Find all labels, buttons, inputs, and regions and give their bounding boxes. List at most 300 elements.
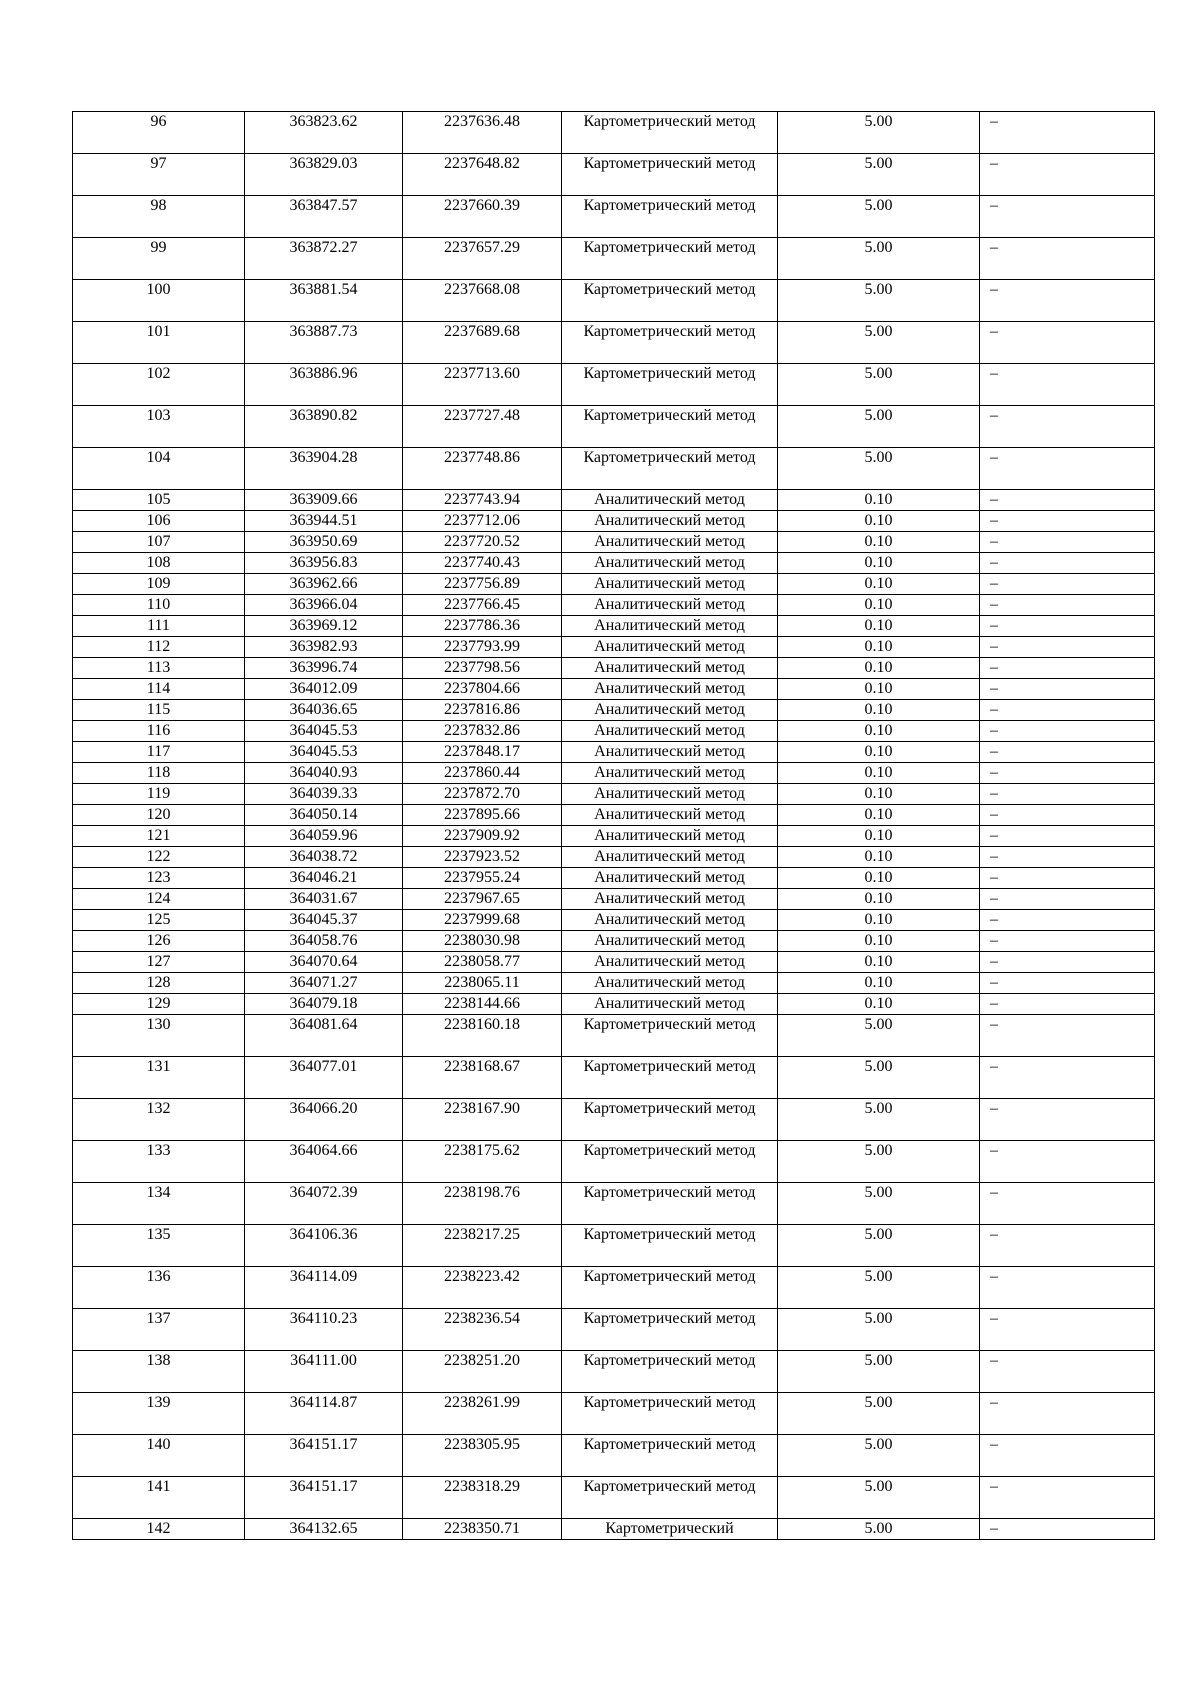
method-cell: Аналитический метод <box>562 574 778 595</box>
method-cell: Аналитический метод <box>562 931 778 952</box>
method-cell: Аналитический метод <box>562 553 778 574</box>
table-row <box>73 595 1155 616</box>
point-number-cell: 101 <box>73 322 245 364</box>
point-number-cell: 116 <box>73 721 245 742</box>
table-row <box>73 1099 1155 1141</box>
accuracy-cell: 0.10 <box>778 763 980 784</box>
method-cell: Картометрический метод <box>562 364 778 406</box>
x-coordinate-cell: 363962.66 <box>245 574 403 595</box>
accuracy-cell: 0.10 <box>778 532 980 553</box>
table-row <box>73 511 1155 532</box>
method-cell: Картометрический метод <box>562 280 778 322</box>
table-row <box>73 1267 1155 1309</box>
x-coordinate-cell: 363996.74 <box>245 658 403 679</box>
table-row <box>73 763 1155 784</box>
x-coordinate-cell: 363829.03 <box>245 154 403 196</box>
y-coordinate-cell: 2238065.11 <box>403 973 562 994</box>
method-cell: Аналитический метод <box>562 952 778 973</box>
point-number-cell: 136 <box>73 1267 245 1309</box>
method-cell: Картометрический метод <box>562 1393 778 1435</box>
y-coordinate-cell: 2238175.62 <box>403 1141 562 1183</box>
x-coordinate-cell: 363909.66 <box>245 490 403 511</box>
y-coordinate-cell: 2237955.24 <box>403 868 562 889</box>
method-cell: Аналитический метод <box>562 994 778 1015</box>
y-coordinate-cell: 2238350.71 <box>403 1519 562 1540</box>
accuracy-cell: 0.10 <box>778 721 980 742</box>
note-cell: – <box>980 826 1155 847</box>
table-row <box>73 553 1155 574</box>
accuracy-cell: 0.10 <box>778 700 980 721</box>
point-number-cell: 129 <box>73 994 245 1015</box>
point-number-cell: 125 <box>73 910 245 931</box>
note-cell: – <box>980 1435 1155 1477</box>
y-coordinate-cell: 2237660.39 <box>403 196 562 238</box>
accuracy-cell: 5.00 <box>778 322 980 364</box>
note-cell: – <box>980 490 1155 511</box>
method-cell: Аналитический метод <box>562 742 778 763</box>
point-number-cell: 131 <box>73 1057 245 1099</box>
table-row <box>73 364 1155 406</box>
x-coordinate-cell: 364038.72 <box>245 847 403 868</box>
y-coordinate-cell: 2238168.67 <box>403 1057 562 1099</box>
y-coordinate-cell: 2237786.36 <box>403 616 562 637</box>
table-row <box>73 1519 1155 1540</box>
x-coordinate-cell: 364114.09 <box>245 1267 403 1309</box>
accuracy-cell: 5.00 <box>778 406 980 448</box>
point-number-cell: 115 <box>73 700 245 721</box>
x-coordinate-cell: 364059.96 <box>245 826 403 847</box>
method-cell: Аналитический метод <box>562 889 778 910</box>
note-cell: – <box>980 763 1155 784</box>
x-coordinate-cell: 363890.82 <box>245 406 403 448</box>
point-number-cell: 118 <box>73 763 245 784</box>
note-cell: – <box>980 322 1155 364</box>
method-cell: Картометрический метод <box>562 406 778 448</box>
accuracy-cell: 0.10 <box>778 595 980 616</box>
x-coordinate-cell: 364040.93 <box>245 763 403 784</box>
method-cell: Аналитический метод <box>562 826 778 847</box>
accuracy-cell: 5.00 <box>778 1393 980 1435</box>
table-row <box>73 1351 1155 1393</box>
point-number-cell: 103 <box>73 406 245 448</box>
point-number-cell: 124 <box>73 889 245 910</box>
method-cell: Картометрический метод <box>562 154 778 196</box>
x-coordinate-cell: 363966.04 <box>245 595 403 616</box>
note-cell: – <box>980 1141 1155 1183</box>
accuracy-cell: 5.00 <box>778 1435 980 1477</box>
note-cell: – <box>980 868 1155 889</box>
table-row <box>73 1435 1155 1477</box>
method-cell: Картометрический метод <box>562 1099 778 1141</box>
y-coordinate-cell: 2237895.66 <box>403 805 562 826</box>
table-row <box>73 973 1155 994</box>
method-cell: Картометрический метод <box>562 1057 778 1099</box>
y-coordinate-cell: 2237713.60 <box>403 364 562 406</box>
accuracy-cell: 5.00 <box>778 1225 980 1267</box>
point-number-cell: 139 <box>73 1393 245 1435</box>
point-number-cell: 104 <box>73 448 245 490</box>
y-coordinate-cell: 2237967.65 <box>403 889 562 910</box>
point-number-cell: 102 <box>73 364 245 406</box>
accuracy-cell: 5.00 <box>778 1183 980 1225</box>
y-coordinate-cell: 2238217.25 <box>403 1225 562 1267</box>
point-number-cell: 114 <box>73 679 245 700</box>
accuracy-cell: 5.00 <box>778 1267 980 1309</box>
x-coordinate-cell: 364050.14 <box>245 805 403 826</box>
y-coordinate-cell: 2238318.29 <box>403 1477 562 1519</box>
table-row <box>73 679 1155 700</box>
table-row <box>73 889 1155 910</box>
method-cell: Аналитический метод <box>562 763 778 784</box>
x-coordinate-cell: 364132.65 <box>245 1519 403 1540</box>
method-cell: Аналитический метод <box>562 784 778 805</box>
y-coordinate-cell: 2237909.92 <box>403 826 562 847</box>
note-cell: – <box>980 910 1155 931</box>
note-cell: – <box>980 574 1155 595</box>
point-number-cell: 127 <box>73 952 245 973</box>
note-cell: – <box>980 616 1155 637</box>
point-number-cell: 120 <box>73 805 245 826</box>
x-coordinate-cell: 364081.64 <box>245 1015 403 1057</box>
accuracy-cell: 5.00 <box>778 280 980 322</box>
x-coordinate-cell: 364046.21 <box>245 868 403 889</box>
method-cell: Аналитический метод <box>562 616 778 637</box>
accuracy-cell: 5.00 <box>778 364 980 406</box>
accuracy-cell: 5.00 <box>778 1351 980 1393</box>
table-row <box>73 280 1155 322</box>
method-cell: Аналитический метод <box>562 511 778 532</box>
table-row <box>73 448 1155 490</box>
x-coordinate-cell: 363904.28 <box>245 448 403 490</box>
accuracy-cell: 0.10 <box>778 931 980 952</box>
method-cell: Аналитический метод <box>562 637 778 658</box>
point-number-cell: 96 <box>73 112 245 154</box>
method-cell: Картометрический метод <box>562 238 778 280</box>
point-number-cell: 128 <box>73 973 245 994</box>
table-row <box>73 1183 1155 1225</box>
point-number-cell: 123 <box>73 868 245 889</box>
y-coordinate-cell: 2237872.70 <box>403 784 562 805</box>
accuracy-cell: 0.10 <box>778 973 980 994</box>
point-number-cell: 132 <box>73 1099 245 1141</box>
x-coordinate-cell: 364111.00 <box>245 1351 403 1393</box>
note-cell: – <box>980 1309 1155 1351</box>
accuracy-cell: 0.10 <box>778 742 980 763</box>
note-cell: – <box>980 1351 1155 1393</box>
table-row <box>73 805 1155 826</box>
accuracy-cell: 0.10 <box>778 574 980 595</box>
y-coordinate-cell: 2238058.77 <box>403 952 562 973</box>
note-cell: – <box>980 280 1155 322</box>
note-cell: – <box>980 448 1155 490</box>
note-cell: – <box>980 721 1155 742</box>
table-row <box>73 112 1155 154</box>
note-cell: – <box>980 784 1155 805</box>
y-coordinate-cell: 2238261.99 <box>403 1393 562 1435</box>
note-cell: – <box>980 679 1155 700</box>
accuracy-cell: 5.00 <box>778 1519 980 1540</box>
y-coordinate-cell: 2237798.56 <box>403 658 562 679</box>
y-coordinate-cell: 2237727.48 <box>403 406 562 448</box>
accuracy-cell: 5.00 <box>778 196 980 238</box>
point-number-cell: 121 <box>73 826 245 847</box>
accuracy-cell: 0.10 <box>778 889 980 910</box>
accuracy-cell: 0.10 <box>778 553 980 574</box>
accuracy-cell: 0.10 <box>778 868 980 889</box>
table-row <box>73 1057 1155 1099</box>
x-coordinate-cell: 364012.09 <box>245 679 403 700</box>
point-number-cell: 109 <box>73 574 245 595</box>
x-coordinate-cell: 363950.69 <box>245 532 403 553</box>
note-cell: – <box>980 952 1155 973</box>
method-cell: Аналитический метод <box>562 910 778 931</box>
table-row <box>73 700 1155 721</box>
table-row <box>73 574 1155 595</box>
method-cell: Картометрический метод <box>562 196 778 238</box>
y-coordinate-cell: 2237712.06 <box>403 511 562 532</box>
point-number-cell: 117 <box>73 742 245 763</box>
table-row <box>73 994 1155 1015</box>
method-cell: Аналитический метод <box>562 700 778 721</box>
y-coordinate-cell: 2237648.82 <box>403 154 562 196</box>
accuracy-cell: 5.00 <box>778 1141 980 1183</box>
point-number-cell: 106 <box>73 511 245 532</box>
accuracy-cell: 5.00 <box>778 112 980 154</box>
note-cell: – <box>980 1477 1155 1519</box>
x-coordinate-cell: 364151.17 <box>245 1435 403 1477</box>
method-cell: Картометрический метод <box>562 1141 778 1183</box>
y-coordinate-cell: 2237860.44 <box>403 763 562 784</box>
accuracy-cell: 0.10 <box>778 847 980 868</box>
table-row <box>73 742 1155 763</box>
method-cell: Картометрический метод <box>562 1477 778 1519</box>
accuracy-cell: 5.00 <box>778 154 980 196</box>
point-number-cell: 110 <box>73 595 245 616</box>
accuracy-cell: 5.00 <box>778 448 980 490</box>
note-cell: – <box>980 196 1155 238</box>
note-cell: – <box>980 889 1155 910</box>
note-cell: – <box>980 1267 1155 1309</box>
method-cell: Картометрический метод <box>562 1309 778 1351</box>
point-number-cell: 107 <box>73 532 245 553</box>
x-coordinate-cell: 364077.01 <box>245 1057 403 1099</box>
method-cell: Картометрический <box>562 1519 778 1540</box>
table-row <box>73 196 1155 238</box>
x-coordinate-cell: 364070.64 <box>245 952 403 973</box>
note-cell: – <box>980 511 1155 532</box>
accuracy-cell: 5.00 <box>778 1057 980 1099</box>
table-row <box>73 1141 1155 1183</box>
y-coordinate-cell: 2237999.68 <box>403 910 562 931</box>
method-cell: Картометрический метод <box>562 1351 778 1393</box>
y-coordinate-cell: 2238223.42 <box>403 1267 562 1309</box>
note-cell: – <box>980 1015 1155 1057</box>
y-coordinate-cell: 2237793.99 <box>403 637 562 658</box>
note-cell: – <box>980 994 1155 1015</box>
note-cell: – <box>980 364 1155 406</box>
point-number-cell: 130 <box>73 1015 245 1057</box>
point-number-cell: 112 <box>73 637 245 658</box>
point-number-cell: 119 <box>73 784 245 805</box>
note-cell: – <box>980 742 1155 763</box>
x-coordinate-cell: 363944.51 <box>245 511 403 532</box>
point-number-cell: 122 <box>73 847 245 868</box>
note-cell: – <box>980 553 1155 574</box>
x-coordinate-cell: 363872.27 <box>245 238 403 280</box>
x-coordinate-cell: 364071.27 <box>245 973 403 994</box>
accuracy-cell: 0.10 <box>778 637 980 658</box>
point-number-cell: 105 <box>73 490 245 511</box>
method-cell: Картометрический метод <box>562 1435 778 1477</box>
y-coordinate-cell: 2238236.54 <box>403 1309 562 1351</box>
note-cell: – <box>980 700 1155 721</box>
accuracy-cell: 0.10 <box>778 910 980 931</box>
note-cell: – <box>980 847 1155 868</box>
note-cell: – <box>980 658 1155 679</box>
y-coordinate-cell: 2238198.76 <box>403 1183 562 1225</box>
method-cell: Картометрический метод <box>562 1015 778 1057</box>
point-number-cell: 137 <box>73 1309 245 1351</box>
table-row <box>73 721 1155 742</box>
note-cell: – <box>980 973 1155 994</box>
table-row <box>73 931 1155 952</box>
y-coordinate-cell: 2237848.17 <box>403 742 562 763</box>
note-cell: – <box>980 637 1155 658</box>
note-cell: – <box>980 532 1155 553</box>
note-cell: – <box>980 1393 1155 1435</box>
point-number-cell: 111 <box>73 616 245 637</box>
accuracy-cell: 5.00 <box>778 1309 980 1351</box>
method-cell: Аналитический метод <box>562 847 778 868</box>
table-row <box>73 1309 1155 1351</box>
accuracy-cell: 0.10 <box>778 616 980 637</box>
note-cell: – <box>980 1225 1155 1267</box>
point-number-cell: 142 <box>73 1519 245 1540</box>
table-row <box>73 532 1155 553</box>
y-coordinate-cell: 2237657.29 <box>403 238 562 280</box>
note-cell: – <box>980 406 1155 448</box>
point-number-cell: 97 <box>73 154 245 196</box>
point-number-cell: 135 <box>73 1225 245 1267</box>
note-cell: – <box>980 805 1155 826</box>
y-coordinate-cell: 2238144.66 <box>403 994 562 1015</box>
point-number-cell: 134 <box>73 1183 245 1225</box>
method-cell: Аналитический метод <box>562 490 778 511</box>
y-coordinate-cell: 2237720.52 <box>403 532 562 553</box>
x-coordinate-cell: 364066.20 <box>245 1099 403 1141</box>
x-coordinate-cell: 364079.18 <box>245 994 403 1015</box>
x-coordinate-cell: 364151.17 <box>245 1477 403 1519</box>
accuracy-cell: 5.00 <box>778 238 980 280</box>
point-number-cell: 100 <box>73 280 245 322</box>
note-cell: – <box>980 154 1155 196</box>
table-row <box>73 1477 1155 1519</box>
x-coordinate-cell: 364064.66 <box>245 1141 403 1183</box>
x-coordinate-cell: 364031.67 <box>245 889 403 910</box>
table-row <box>73 910 1155 931</box>
accuracy-cell: 5.00 <box>778 1477 980 1519</box>
coordinates-table <box>72 111 1155 1540</box>
x-coordinate-cell: 363982.93 <box>245 637 403 658</box>
table-row <box>73 826 1155 847</box>
method-cell: Картометрический метод <box>562 112 778 154</box>
y-coordinate-cell: 2238167.90 <box>403 1099 562 1141</box>
y-coordinate-cell: 2237748.86 <box>403 448 562 490</box>
method-cell: Картометрический метод <box>562 1267 778 1309</box>
y-coordinate-cell: 2238030.98 <box>403 931 562 952</box>
table-row <box>73 1393 1155 1435</box>
method-cell: Аналитический метод <box>562 805 778 826</box>
point-number-cell: 98 <box>73 196 245 238</box>
y-coordinate-cell: 2237804.66 <box>403 679 562 700</box>
accuracy-cell: 5.00 <box>778 1015 980 1057</box>
method-cell: Аналитический метод <box>562 658 778 679</box>
point-number-cell: 108 <box>73 553 245 574</box>
accuracy-cell: 0.10 <box>778 826 980 847</box>
x-coordinate-cell: 363969.12 <box>245 616 403 637</box>
table-row <box>73 1225 1155 1267</box>
y-coordinate-cell: 2237923.52 <box>403 847 562 868</box>
y-coordinate-cell: 2237756.89 <box>403 574 562 595</box>
table-row <box>73 637 1155 658</box>
note-cell: – <box>980 595 1155 616</box>
x-coordinate-cell: 364045.53 <box>245 742 403 763</box>
accuracy-cell: 0.10 <box>778 679 980 700</box>
point-number-cell: 141 <box>73 1477 245 1519</box>
accuracy-cell: 0.10 <box>778 952 980 973</box>
y-coordinate-cell: 2237832.86 <box>403 721 562 742</box>
note-cell: – <box>980 1183 1155 1225</box>
x-coordinate-cell: 364045.53 <box>245 721 403 742</box>
note-cell: – <box>980 931 1155 952</box>
method-cell: Аналитический метод <box>562 721 778 742</box>
table-row <box>73 238 1155 280</box>
method-cell: Картометрический метод <box>562 448 778 490</box>
x-coordinate-cell: 364110.23 <box>245 1309 403 1351</box>
x-coordinate-cell: 363847.57 <box>245 196 403 238</box>
accuracy-cell: 0.10 <box>778 490 980 511</box>
x-coordinate-cell: 364072.39 <box>245 1183 403 1225</box>
accuracy-cell: 0.10 <box>778 784 980 805</box>
point-number-cell: 99 <box>73 238 245 280</box>
table-row <box>73 784 1155 805</box>
table-row <box>73 322 1155 364</box>
note-cell: – <box>980 1057 1155 1099</box>
coordinates-table-body <box>73 112 1155 1540</box>
note-cell: – <box>980 238 1155 280</box>
y-coordinate-cell: 2238160.18 <box>403 1015 562 1057</box>
table-row <box>73 658 1155 679</box>
point-number-cell: 126 <box>73 931 245 952</box>
table-row <box>73 490 1155 511</box>
point-number-cell: 133 <box>73 1141 245 1183</box>
x-coordinate-cell: 364045.37 <box>245 910 403 931</box>
table-row <box>73 868 1155 889</box>
x-coordinate-cell: 364106.36 <box>245 1225 403 1267</box>
accuracy-cell: 0.10 <box>778 658 980 679</box>
table-row <box>73 1015 1155 1057</box>
x-coordinate-cell: 364039.33 <box>245 784 403 805</box>
method-cell: Аналитический метод <box>562 679 778 700</box>
accuracy-cell: 0.10 <box>778 511 980 532</box>
method-cell: Картометрический метод <box>562 1183 778 1225</box>
x-coordinate-cell: 364058.76 <box>245 931 403 952</box>
x-coordinate-cell: 363823.62 <box>245 112 403 154</box>
point-number-cell: 113 <box>73 658 245 679</box>
accuracy-cell: 0.10 <box>778 994 980 1015</box>
table-row <box>73 952 1155 973</box>
accuracy-cell: 5.00 <box>778 1099 980 1141</box>
